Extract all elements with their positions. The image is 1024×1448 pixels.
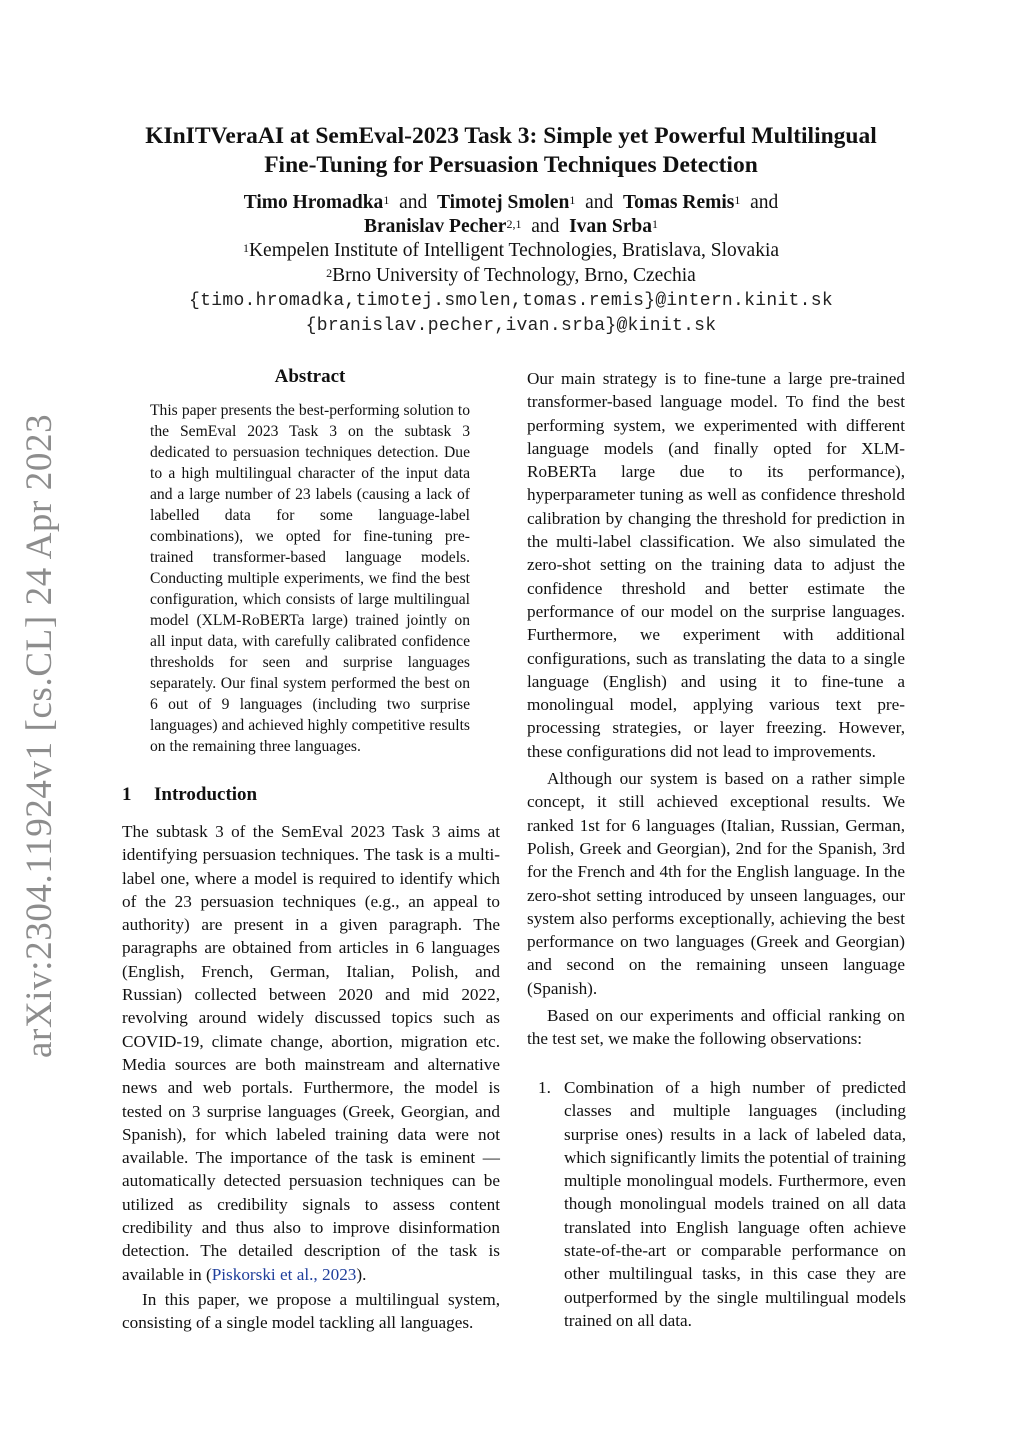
email-line-2: {branislav.pecher,ivan.srba}@kinit.sk xyxy=(305,316,717,336)
affiliation-1 xyxy=(100,238,922,263)
author-line-2 xyxy=(100,214,922,239)
affiliation-text: Kempelen Institute of Intelligent Technologies, Bratislava, Slovakia xyxy=(248,240,780,261)
author-name: Timotej Smolen xyxy=(436,192,570,213)
author-affil-sup: 1 xyxy=(734,193,741,207)
affiliation-text: Brno University of Technology, Brno, Czechia xyxy=(332,265,696,286)
section-heading-introduction xyxy=(122,784,257,806)
author-and: and xyxy=(399,192,428,213)
right-column xyxy=(527,367,905,1051)
author-affil-sup: 1 xyxy=(652,217,658,231)
affiliation-2 xyxy=(100,263,922,288)
intro-p1-end: ). xyxy=(356,1264,367,1284)
author-affil-sup: 1 xyxy=(383,193,390,207)
abstract-heading: Abstract xyxy=(274,366,346,387)
citation-link[interactable]: Piskorski et al., 2023 xyxy=(211,1264,357,1284)
author-name: Ivan Srba xyxy=(569,216,652,237)
author-and: and xyxy=(585,192,614,213)
author-name: Tomas Remis xyxy=(622,192,735,213)
section-title: Introduction xyxy=(154,784,258,805)
intro-paragraph-1 xyxy=(122,820,500,1286)
right-paragraph-3: Based on our experiments and official ranking on the test set, we make the following observations: xyxy=(527,1006,905,1049)
intro-paragraph-2: In this paper, we propose a multilingual system, consisting of a single model tackling all languages. xyxy=(122,1289,500,1333)
author-affil-sup: 1 xyxy=(569,193,576,207)
abstract-text: This paper presents the best-performing solution to the SemEval 2023 Task 3 on the subtask 3 dedicated to persuasion techniques detection. Due to a high multilingual character of the input data and a large number of 23 labels (causing a lack of labelled data for some language-label combinations), we opted for fine-tuning pre-trained transformer-based language models. Conducting multiple experiments, we find the best configuration, which consists of large multilingual model (XLM-RoBERTa large) trained jointly on all input data, with carefully calibrated confidence thresholds for seen and surprise languages separately. Our final system performed the best on 6 out of 9 languages (including two surprise languages) and achieved highly competitive results on the remaining three languages. xyxy=(150,402,470,755)
author-name: Timo Hromadka xyxy=(243,192,384,213)
author-name: Branislav Pecher xyxy=(364,216,507,237)
arxiv-stamp: arXiv:2304.11924v1 [cs.CL] 24 Apr 2023 xyxy=(19,413,60,1058)
observation-list-item xyxy=(538,1076,906,1332)
paper-title-line-1: KInITVeraAI at SemEval-2023 Task 3: Simple yet Powerful Multilingual xyxy=(145,123,877,149)
list-marker: 1. xyxy=(538,1078,551,1097)
intro-left-column xyxy=(122,820,500,1335)
right-paragraph-2: Although our system is based on a rather simple concept, it still achieved exceptional results. We ranked 1st for 6 languages (Italian, Russian, German, Polish, Greek and Georgian), 2nd for the Spanish, 3rd for the French and 4th for the English language. In the zero-shot setting introduced by unseen languages, our system also performs exceptionally, achieving the best performance on two languages (Greek and Georgian) and second on the remaining unseen language (Spanish). xyxy=(527,769,905,998)
author-line-1 xyxy=(100,190,922,215)
author-affil-sup: 2,1 xyxy=(506,217,522,231)
paper-title-line-2: Fine-Tuning for Persuasion Techniques Detection xyxy=(264,152,758,178)
right-paragraph-1: Our main strategy is to fine-tune a large pre-trained transformer-based language model. To find the best performing system, we experimented with different language models (and finally opted for XLM-RoBERTa large due to its performance), hyperparameter tuning as well as confidence threshold calibration by changing the threshold for prediction in the multi-label classification. We also simulated the zero-shot setting on the training data to adjust the confidence threshold and better estimate the performance of our model on the surprise languages. Furthermore, we experiment with additional configurations, such as translating the data to a single language (English) and using it to fine-tune a monolingual model, applying various text pre-processing strategies, or layer freezing. However, these configurations did not lead to improvements. xyxy=(527,369,905,761)
arxiv-stamp-wrapper xyxy=(18,413,60,1059)
list-item-text: Combination of a high number of predicted classes and multiple languages (including surprise ones) results in a lack of labeled data, which significantly limits the potential of training multiple monolingual models. Furthermore, even though monolingual models trained on all data translated into English language often achieve state-of-the-art or comparable performance on other multilingual tasks, in this case they are outperformed by the single multilingual models trained on all data. xyxy=(564,1078,906,1330)
author-and: and xyxy=(531,216,560,237)
email-line-1: {timo.hromadka,timotej.smolen,tomas.remis}@intern.kinit.sk xyxy=(189,291,833,311)
affiliation-sup: 1 xyxy=(242,241,249,255)
section-number: 1 xyxy=(122,784,132,805)
affiliation-sup: 2 xyxy=(326,266,333,280)
intro-p1-text: The subtask 3 of the SemEval 2023 Task 3 aims at identifying persuasion techniques. The task is a multi-label one, where a model is required to identify which of the 23 persuasion techniques (e.g., an appeal to authority) are present in a given paragraph. The paragraphs are obtained from articles in 6 languages (English, French, German, Italian, Polish, and Russian) collected between 2020 and mid 2022, revolving around widely discussed topics such as COVID-19, climate change, abortion, migration etc. Media sources are both mainstream and alternative news and web portals. Furthermore, the model is tested on 3 surprise languages (Greek, Georgian, and Spanish), for which labeled training data were not available. The importance of the task is eminent — automatically detected persuasion techniques can be utilized as credibility signals to assess content credibility and thus also to improve disinformation detection. The detailed description of the task is available in ( xyxy=(122,822,500,1284)
author-and: and xyxy=(750,192,779,213)
